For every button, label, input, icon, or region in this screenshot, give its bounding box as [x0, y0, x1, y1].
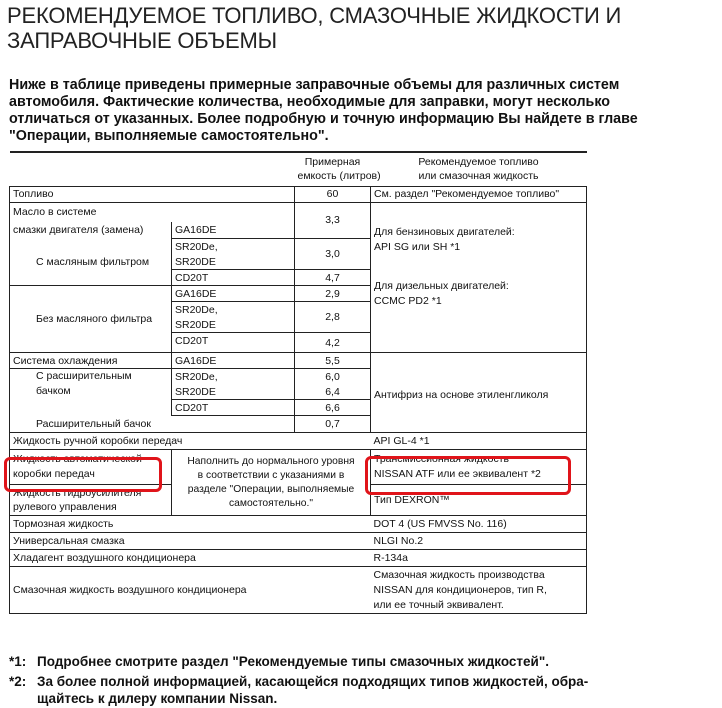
intro-line: автомобиля. Фактические количества, необходимые для заправки, могут несколько — [9, 94, 611, 110]
capacity-header: Примерная емкость (литров) — [295, 152, 371, 186]
engine-cell: GA16DE — [172, 286, 295, 302]
highlight-auto-rec — [365, 456, 571, 495]
grease-rec: NLGI No.2 — [371, 533, 587, 550]
highlight-auto-label — [4, 457, 162, 492]
auto-rec: Трансмиссионная жидкость NISSAN ATF или ее эквивалент *2 — [371, 450, 587, 485]
recommended-header: Рекомендуемое топливо или смазочная жидкость — [371, 152, 587, 186]
table-row-brake — [10, 516, 587, 533]
ac-oil-label: Смазочная жидкость воздушного кондиционера — [10, 567, 371, 614]
intro-line: отличаться от указанных. Более подробную и точную информацию Вы найдете в главе — [9, 111, 638, 127]
oil-value: 2,9 — [295, 286, 371, 302]
power-rec: Тип DEXRON™ — [371, 485, 587, 516]
capacities-table — [9, 151, 587, 614]
refrigerant-label: Хладагент воздушного кондиционера — [10, 550, 371, 567]
table-row-ac-oil — [10, 567, 587, 614]
brake-rec: DOT 4 (US FMVSS No. 116) — [371, 516, 587, 533]
oil-value: 2,8 — [295, 302, 371, 333]
title-line: РЕКОМЕНДУЕМОЕ ТОПЛИВО, СМАЗОЧНЫЕ ЖИДКОСТИ И — [7, 3, 622, 28]
engine-cell: SR20DE — [172, 317, 295, 333]
engine-cell: SR20DE — [172, 254, 295, 270]
footnote-mark: *2: — [9, 674, 27, 689]
footnote-mark: *1: — [9, 654, 27, 669]
cooling-tank: Расширительный бачок — [10, 416, 172, 433]
grease-label: Универсальная смазка — [10, 533, 371, 550]
table-row-refrigerant — [10, 550, 587, 567]
cooling-label: Система охлаждения — [10, 353, 172, 369]
table-row-grease — [10, 533, 587, 550]
cooling-value: 6,4 — [295, 384, 371, 400]
table-header-row — [10, 152, 587, 186]
title-line: ЗАПРАВОЧНЫЕ ОБЪЕМЫ — [7, 28, 277, 53]
footnote-1 — [9, 653, 715, 670]
cooling-value: 5,5 — [295, 353, 371, 369]
cooling-rec: Антифриз на основе этиленгликоля — [371, 353, 587, 433]
engine-cell: SR20De, — [172, 239, 295, 255]
refrigerant-rec: R-134a — [371, 550, 587, 567]
engine-cell: SR20DE — [172, 384, 295, 400]
engine-cell: GA16DE — [172, 353, 295, 369]
oil-label: Масло в системе смазки двигателя (замена) — [10, 202, 172, 239]
manual-label: Жидкость ручной коробки передач — [10, 433, 371, 450]
table-row-fuel — [10, 186, 587, 202]
intro-line: "Операции, выполняемые самостоятельно". — [9, 128, 329, 144]
auto-label: Жидкость автоматической коробки передач — [10, 450, 172, 485]
oil-value: 4,2 — [295, 333, 371, 353]
footnote-text: Подробнее смотрите раздел "Рекомендуемые типы смазочных жидкостей". — [37, 654, 549, 669]
oil-with-filter: С масляным фильтром — [10, 239, 172, 286]
intro-paragraph — [9, 77, 715, 145]
oil-without-filter: Без масляного фильтра — [10, 286, 172, 353]
engine-cell: SR20De, — [172, 302, 295, 318]
page-title — [7, 3, 717, 53]
cooling-value: 6,0 — [295, 369, 371, 385]
oil-rec: Для бензиновых двигателей: API SG или SH *1 Для дизельных двигателей: CCMC PD2 *1 — [371, 202, 587, 353]
footnote-text: За более полной информацией, касающейся подходящих типов жидкостей, обра- — [37, 674, 589, 689]
footnote-2 — [9, 673, 715, 707]
brake-label: Тормозная жидкость — [10, 516, 371, 533]
engine-cell: CD20T — [172, 333, 295, 349]
engine-cell: CD20T — [172, 400, 295, 416]
cooling-value: 6,6 — [295, 400, 371, 416]
intro-line: Ниже в таблице приведены примерные заправочные объемы для различных систем — [9, 77, 620, 93]
table-row-manual — [10, 433, 587, 450]
cooling-with-tank: С расширительным бачком — [10, 369, 172, 400]
power-label: Жидкость гидроусилителя рулевого управления — [10, 485, 172, 516]
oil-value: 4,7 — [295, 270, 371, 286]
table-row-oil — [10, 202, 587, 222]
fuel-label: Топливо — [10, 186, 295, 202]
oil-value: 3,3 — [295, 202, 371, 239]
fuel-value: 60 — [295, 186, 371, 202]
engine-cell: SR20De, — [172, 369, 295, 385]
engine-cell: GA16DE — [172, 222, 295, 239]
fill-note: Наполнить до нормального уровня в соответствии с указаниями в разделе "Операции, выполняемые самостоятельно." — [172, 450, 371, 516]
manual-rec: API GL-4 *1 — [371, 433, 587, 450]
fuel-rec: См. раздел "Рекомендуемое топливо" — [371, 186, 587, 202]
table-row-cooling — [10, 353, 587, 369]
engine-cell: CD20T — [172, 270, 295, 286]
oil-value: 3,0 — [295, 239, 371, 270]
footnote-text: щайтесь к дилеру компании Nissan. — [37, 691, 278, 706]
cooling-value: 0,7 — [295, 416, 371, 433]
ac-oil-rec: Смазочная жидкость производства NISSAN для кондиционеров, тип R, или ее точный эквивалент. — [371, 567, 587, 614]
